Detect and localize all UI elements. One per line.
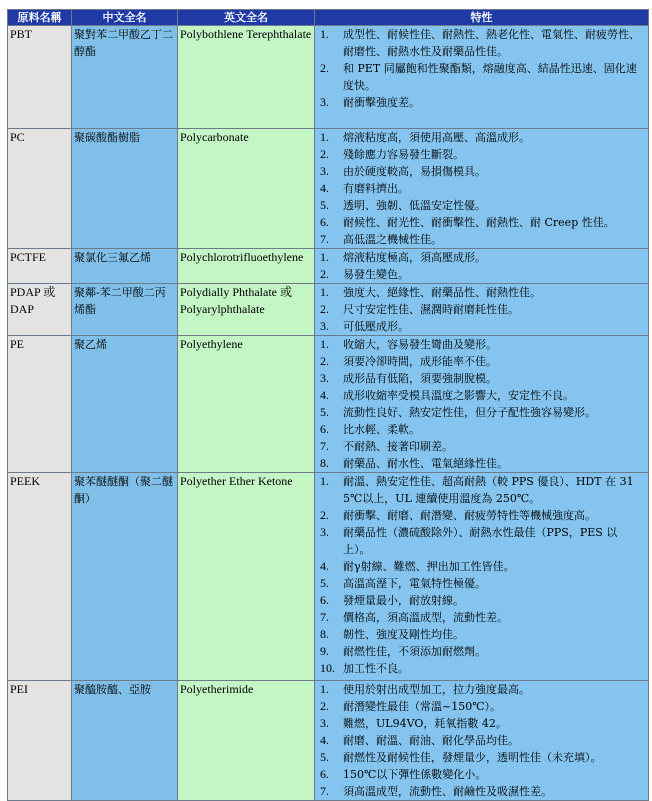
- chinese-name: 聚碳酸酯樹脂: [72, 129, 178, 249]
- english-name: Polyethylene: [178, 336, 315, 473]
- property-item: [317, 732, 646, 749]
- property-list: [317, 249, 646, 283]
- property-text: 耐潛變性最佳（常溫~150℃）。: [343, 700, 502, 713]
- material-code: PEEK: [8, 473, 72, 681]
- property-number: 5.: [320, 405, 329, 419]
- property-text: 耐衝擊強度差。: [343, 96, 420, 109]
- property-number: 7.: [320, 784, 329, 798]
- property-item: [317, 455, 646, 472]
- property-text: 耐候性、耐光性、耐衝擊性、耐熱性、耐 Creep 性佳。: [343, 216, 615, 229]
- property-text: 難燃，UL94VO，耗氧指數 42。: [343, 717, 507, 730]
- chinese-name: 聚醯胺醯、亞胺: [72, 681, 178, 801]
- property-item: [317, 197, 646, 214]
- property-number: 2.: [320, 267, 329, 281]
- property-text: 可低壓成形。: [343, 320, 409, 333]
- properties-cell: [315, 284, 649, 336]
- property-item: [317, 318, 646, 335]
- property-text: 須高溫成型，流動性、耐鹼性及吸濕性差。: [343, 785, 552, 798]
- property-list: [317, 26, 646, 111]
- chinese-name: 聚苯醚醚酮（聚二醚酮）: [72, 473, 178, 681]
- property-item: [317, 231, 646, 248]
- property-text: 加工性不良。: [343, 662, 409, 675]
- property-number: 3.: [320, 716, 329, 730]
- property-number: 1.: [320, 130, 329, 144]
- property-item: [317, 473, 646, 507]
- chinese-name: 聚對苯二甲酸乙丁二醇酯: [72, 26, 178, 129]
- property-text: 耐燃性佳，不須添加耐燃劑。: [343, 645, 486, 658]
- property-item: [317, 163, 646, 180]
- properties-cell: [315, 129, 649, 249]
- property-number: 3.: [320, 164, 329, 178]
- property-item: [317, 370, 646, 387]
- property-number: 3.: [320, 525, 329, 539]
- property-number: 1.: [320, 682, 329, 696]
- property-item: [317, 404, 646, 421]
- property-text: 耐藥品、耐水性、電氣絕緣性佳。: [343, 457, 508, 470]
- english-name: Polyether Ether Ketone: [178, 473, 315, 681]
- english-name: Polybothlene Terephthalate: [178, 26, 315, 129]
- property-text: 熔液粘度高，須使用高壓、高溫成形。: [343, 131, 530, 144]
- property-item: [317, 336, 646, 353]
- property-number: 10.: [320, 661, 335, 675]
- property-number: 1.: [320, 27, 329, 41]
- property-item: [317, 249, 646, 266]
- property-text: 150℃以下彈性係數變化小。: [343, 768, 487, 781]
- property-text: 高溫高溼下，電氣特性極優。: [343, 577, 486, 590]
- property-number: 4.: [320, 733, 329, 747]
- property-item: [317, 214, 646, 231]
- property-number: 7.: [320, 439, 329, 453]
- property-item: [317, 301, 646, 318]
- property-number: 6.: [320, 593, 329, 607]
- english-name: Polydially Phthalate 或 Polyarylphthalate: [178, 284, 315, 336]
- property-number: 2.: [320, 508, 329, 522]
- property-text: 由於硬度較高，易損傷模具。: [343, 165, 486, 178]
- material-code: PE: [8, 336, 72, 473]
- material-code: PEI: [8, 681, 72, 801]
- property-text: 價格高，須高溫成型，流動性差。: [343, 611, 508, 624]
- property-item: [317, 766, 646, 783]
- properties-cell: [315, 249, 649, 284]
- property-item: [317, 660, 646, 677]
- property-text: 耐燃性及耐候性佳，發煙量少，透明性佳（未充填）。: [343, 751, 602, 764]
- property-item: [317, 438, 646, 455]
- table-row: [8, 336, 649, 473]
- property-number: 2.: [320, 354, 329, 368]
- property-number: 2.: [320, 147, 329, 161]
- material-code: PDAP 或 DAP: [8, 284, 72, 336]
- property-item: [317, 749, 646, 766]
- property-number: 2.: [320, 699, 329, 713]
- property-number: 7.: [320, 232, 329, 246]
- english-name: Polycarbonate: [178, 129, 315, 249]
- property-item: [317, 353, 646, 370]
- english-name: Polyetherimide: [178, 681, 315, 801]
- header-english-name: 英文全名: [178, 10, 315, 26]
- property-number: 3.: [320, 95, 329, 109]
- property-number: 4.: [320, 559, 329, 573]
- property-number: 8.: [320, 627, 329, 641]
- header-properties: 特性: [315, 10, 649, 26]
- property-item: [317, 698, 646, 715]
- property-number: 4.: [320, 181, 329, 195]
- property-text: 耐溫、熱安定性佳、超高耐熱（較 PPS 優良）、HDT 在 315℃以上，UL 連續使用溫度為 250℃。: [343, 475, 634, 505]
- properties-cell: [315, 26, 649, 129]
- property-text: 殘餘應力容易發生斷裂。: [343, 148, 464, 161]
- property-list: [317, 473, 646, 677]
- property-item: [317, 715, 646, 732]
- material-code: PBT: [8, 26, 72, 129]
- property-item: [317, 558, 646, 575]
- property-item: [317, 592, 646, 609]
- property-number: 3.: [320, 319, 329, 333]
- property-text: 成形品有低陷，須要強制脫模。: [343, 372, 497, 385]
- table-body: [8, 26, 649, 801]
- property-text: 耐磨、耐溫、耐油、耐化學品均佳。: [343, 734, 519, 747]
- property-item: [317, 26, 646, 60]
- property-text: 耐藥品性（濃硫酸除外）、耐熱水性最佳（PPS，PES 以上）。: [343, 526, 618, 556]
- property-item: [317, 681, 646, 698]
- properties-cell: [315, 473, 649, 681]
- property-number: 2.: [320, 302, 329, 316]
- table-row: [8, 129, 649, 249]
- property-item: [317, 146, 646, 163]
- property-text: 耐γ射線、難燃、押出加工性皆佳。: [343, 560, 515, 573]
- property-number: 5.: [320, 198, 329, 212]
- property-text: 成形收縮率受模具溫度之影響大，安定性不良。: [343, 389, 574, 402]
- property-number: 1.: [320, 337, 329, 351]
- table-row: [8, 26, 649, 129]
- property-number: 3.: [320, 371, 329, 385]
- table-row: [8, 284, 649, 336]
- property-number: 4.: [320, 388, 329, 402]
- property-number: 1.: [320, 474, 329, 488]
- property-list: [317, 336, 646, 472]
- property-number: 5.: [320, 576, 329, 590]
- property-item: [317, 421, 646, 438]
- property-number: 9.: [320, 644, 329, 658]
- property-number: 6.: [320, 422, 329, 436]
- material-code: PCTFE: [8, 249, 72, 284]
- chinese-name: 聚氯化三氟乙烯: [72, 249, 178, 284]
- property-number: 1.: [320, 285, 329, 299]
- property-number: 5.: [320, 750, 329, 764]
- property-item: [317, 284, 646, 301]
- property-text: 不耐熱、接著印刷差。: [343, 440, 453, 453]
- material-code: PC: [8, 129, 72, 249]
- property-text: 使用於射出成型加工，拉力強度最高。: [343, 683, 530, 696]
- property-list: [317, 284, 646, 335]
- property-text: 須要冷卻時間，成形能率不佳。: [343, 355, 497, 368]
- property-item: [317, 266, 646, 283]
- english-name: Polychlorotrifluoethylene: [178, 249, 315, 284]
- property-text: 發煙量最小，耐放射線。: [343, 594, 464, 607]
- property-number: 7.: [320, 610, 329, 624]
- property-number: 8.: [320, 456, 329, 470]
- property-text: 強度大、絕緣性、耐藥品性、耐熱性佳。: [343, 286, 541, 299]
- property-text: 透明、強韌、低溫安定性優。: [343, 199, 486, 212]
- property-list: [317, 681, 646, 800]
- property-text: 成型性、耐候性佳、耐熱性、熱老化性、電氣性、耐疲勞性、耐磨性、耐熱水性及耐藥品性佳。: [343, 28, 640, 58]
- header-code: 原料名稱: [8, 10, 72, 26]
- property-text: 收縮大，容易發生彎曲及變形。: [343, 338, 497, 351]
- property-item: [317, 180, 646, 197]
- table-row: [8, 681, 649, 801]
- property-text: 尺寸安定性佳、濕潤時耐磨耗性佳。: [343, 303, 519, 316]
- property-text: 高低溫之機械性佳。: [343, 233, 442, 246]
- material-properties-table: [7, 9, 649, 801]
- property-text: 熔液粘度極高，須高壓成形。: [343, 251, 486, 264]
- table-row: [8, 473, 649, 681]
- property-item: [317, 387, 646, 404]
- property-item: [317, 524, 646, 558]
- property-number: 2.: [320, 61, 329, 75]
- property-text: 流動性良好、熱安定性佳，但分子配性強容易變形。: [343, 406, 596, 419]
- property-text: 易發生變色。: [343, 268, 409, 281]
- property-text: 韌性、強度及剛性均佳。: [343, 628, 464, 641]
- property-item: [317, 643, 646, 660]
- property-item: [317, 626, 646, 643]
- property-number: 1.: [320, 250, 329, 264]
- property-text: 耐衝擊、耐磨、耐潛變、耐疲勞特性等機械強度高。: [343, 509, 596, 522]
- header-chinese-name: 中文全名: [72, 10, 178, 26]
- property-text: 有磨料擠出。: [343, 182, 409, 195]
- property-list: [317, 129, 646, 248]
- property-item: [317, 60, 646, 94]
- property-number: 6.: [320, 767, 329, 781]
- property-item: [317, 94, 646, 111]
- property-number: 6.: [320, 215, 329, 229]
- properties-cell: [315, 681, 649, 801]
- table-row: [8, 249, 649, 284]
- property-item: [317, 575, 646, 592]
- header-row: [8, 10, 649, 26]
- property-item: [317, 609, 646, 626]
- properties-cell: [315, 336, 649, 473]
- chinese-name: 聚乙烯: [72, 336, 178, 473]
- chinese-name: 聚鄰-苯二甲酸二丙烯酯: [72, 284, 178, 336]
- property-text: 和 PET 同屬飽和性聚酯類，熔融度高、結晶性迅速、固化速度快。: [343, 62, 637, 92]
- property-item: [317, 507, 646, 524]
- property-text: 比水輕、柔軟。: [343, 423, 420, 436]
- property-item: [317, 129, 646, 146]
